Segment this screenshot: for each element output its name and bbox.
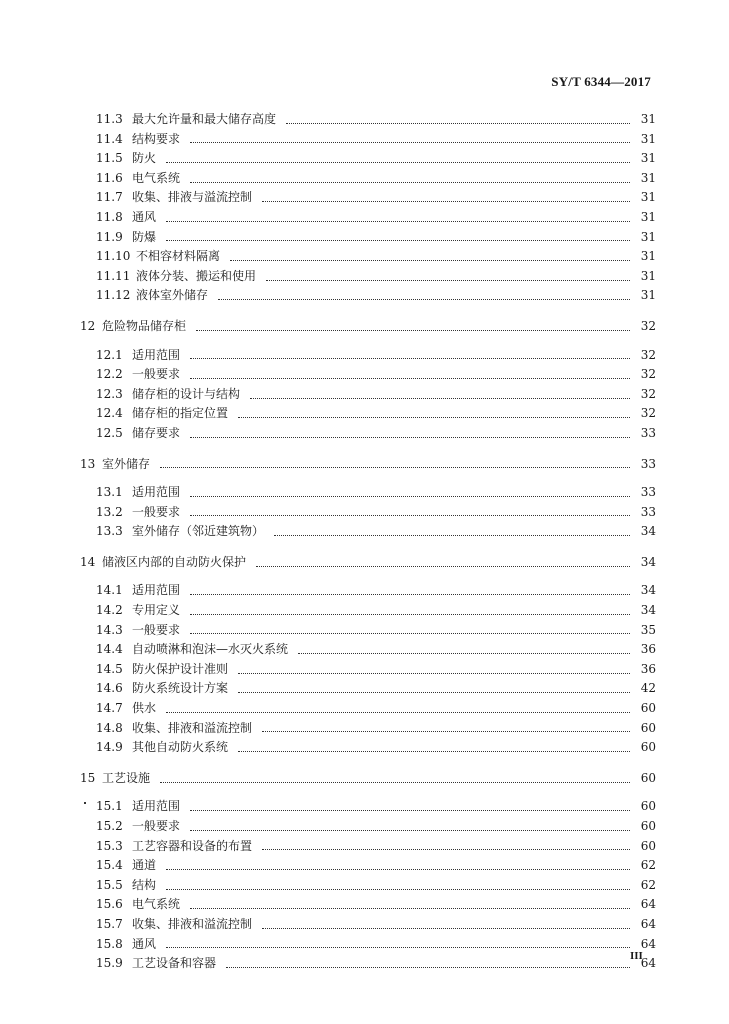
toc-subsection-entry[interactable] [0, 601, 656, 621]
toc-entry-number: 15.5 [96, 877, 123, 892]
toc-entry-page-number: 34 [640, 554, 656, 569]
toc-subsection-entry[interactable] [0, 286, 656, 306]
toc-entry-page-number: 60 [640, 799, 656, 814]
toc-subsection-entry[interactable] [0, 738, 656, 758]
dot-leader [262, 730, 630, 732]
dot-leader [190, 907, 630, 909]
toc-entry-page-number: 60 [640, 720, 656, 735]
dot-leader [262, 200, 630, 202]
toc-subsection-entry[interactable] [0, 346, 656, 366]
toc-entry-number: 11.7 [96, 190, 123, 205]
margin-mark [84, 802, 86, 804]
dot-leader [166, 868, 630, 870]
toc-entry-title: 室外储存（邻近建筑物） [132, 524, 265, 539]
toc-entry-title: 其他自动防火系统 [132, 740, 229, 755]
toc-entry-page-number: 32 [640, 386, 656, 401]
toc-subsection-entry[interactable] [0, 640, 656, 660]
toc-entry-number: 15.3 [96, 838, 123, 853]
section-gap [0, 474, 729, 483]
toc-entry-page-number: 34 [640, 583, 656, 598]
section-gap [0, 788, 729, 797]
toc-subsection-entry[interactable] [0, 385, 656, 405]
toc-entry-number: 15.6 [96, 897, 123, 912]
toc-subsection-entry[interactable] [0, 149, 656, 169]
toc-entry-number: 11.3 [96, 112, 123, 126]
toc-subsection-entry[interactable] [0, 699, 656, 719]
toc-entry-number: 11.5 [96, 151, 123, 166]
toc-entry-page-number: 33 [640, 425, 656, 440]
toc-entry-number: 14.5 [96, 661, 123, 676]
toc-entry-page-number: 31 [640, 112, 656, 126]
toc-subsection-entry[interactable] [0, 404, 656, 424]
toc-entry-page-number: 31 [640, 288, 656, 303]
dot-leader [166, 946, 630, 948]
dot-leader [166, 220, 630, 222]
toc-entry-number: 11.9 [96, 229, 123, 244]
toc-subsection-entry[interactable] [0, 130, 656, 150]
dot-leader [190, 181, 630, 183]
toc-entry-page-number: 31 [640, 229, 656, 244]
toc-subsection-entry[interactable] [0, 797, 656, 817]
toc-entry-page-number: 31 [640, 151, 656, 166]
dot-leader [166, 239, 630, 241]
toc-entry-title: 通风 [132, 209, 157, 224]
toc-entry-number: 13.3 [96, 524, 123, 539]
toc-subsection-entry[interactable] [0, 954, 656, 974]
dot-leader [238, 672, 630, 674]
toc-entry-number: 14.2 [96, 603, 123, 618]
toc-entry-page-number: 64 [640, 936, 656, 951]
dot-leader [190, 377, 630, 379]
toc-entry-page-number: 60 [640, 740, 656, 755]
toc-entry-title: 一般要求 [132, 819, 181, 833]
toc-entry-page-number: 31 [640, 249, 656, 264]
toc-entry-title: 收集、排液和溢流控制 [132, 916, 253, 931]
toc-entry-page-number: 64 [640, 916, 656, 931]
toc-section-entry[interactable] [0, 769, 656, 789]
dot-leader [266, 279, 630, 281]
toc-entry-page-number: 35 [640, 622, 656, 637]
toc-entry-title: 收集、排液与溢流控制 [132, 190, 253, 205]
dot-leader [166, 711, 630, 713]
toc-subsection-entry[interactable] [0, 876, 656, 896]
toc-entry-title: 结构 [132, 877, 157, 892]
toc-entry-number: 12.4 [96, 406, 123, 421]
toc-entry-page-number: 32 [640, 367, 656, 382]
toc-entry-title: 电气系统 [132, 897, 181, 912]
toc-entry-title: 一般要求 [132, 367, 181, 382]
toc-entry-title: 结构要求 [132, 131, 181, 146]
toc-entry-number: 14.1 [96, 583, 123, 598]
toc-entry-number: 12.3 [96, 386, 123, 401]
toc-entry-number: 15.7 [96, 916, 123, 931]
toc-subsection-entry[interactable] [0, 856, 656, 876]
toc-entry-title: 工艺容器和设备的布置 [132, 838, 253, 853]
toc-entry-number: 11.12 [96, 288, 131, 303]
toc-entry-page-number: 33 [640, 504, 656, 519]
dot-leader [166, 161, 630, 163]
toc-entry-page-number: 31 [640, 131, 656, 146]
toc-entry-title: 工艺设施 [102, 770, 151, 785]
toc-entry-page-number: 32 [640, 318, 656, 333]
toc-entry-number: 15.4 [96, 858, 123, 873]
dot-leader [190, 613, 630, 615]
toc-entry-number: 12.5 [96, 425, 123, 440]
dot-leader [190, 495, 630, 497]
toc-entry-title: 一般要求 [132, 504, 181, 519]
toc-subsection-entry[interactable] [0, 581, 656, 601]
dot-leader [226, 966, 630, 968]
toc-entry-page-number: 62 [640, 877, 656, 892]
toc-entry-number: 14.7 [96, 701, 123, 716]
dot-leader [190, 593, 630, 595]
toc-entry-number: 15 [80, 770, 96, 785]
toc-entry-title: 室外储存 [102, 456, 151, 471]
toc-entry-title: 液体室外储存 [136, 288, 209, 303]
toc-entry-number: 14.9 [96, 740, 123, 755]
toc-entry-title: 收集、排液和溢流控制 [132, 720, 253, 735]
dot-leader [238, 691, 630, 693]
toc-entry-number: 11.4 [96, 131, 123, 146]
dot-leader [274, 534, 630, 536]
toc-entry-page-number: 62 [640, 858, 656, 873]
dot-leader [160, 466, 630, 468]
dot-leader [190, 357, 630, 359]
toc-entry-number: 12.1 [96, 347, 123, 362]
toc-entry-title: 适用范围 [132, 347, 181, 362]
toc-entry-number: 15.2 [96, 819, 123, 833]
toc-subsection-entry[interactable] [0, 188, 656, 208]
toc-entry-number: 13 [80, 456, 96, 471]
toc-entry-page-number: 36 [640, 642, 656, 657]
toc-entry-number: 11.6 [96, 170, 123, 185]
toc-entry-page-number: 31 [640, 190, 656, 205]
toc-entry-page-number: 32 [640, 347, 656, 362]
toc-entry-title: 通风 [132, 936, 157, 951]
toc-subsection-entry[interactable] [0, 208, 656, 228]
toc-entry-title: 储存柜的指定位置 [132, 406, 229, 421]
toc-entry-title: 储存要求 [132, 425, 181, 440]
toc-entry-title: 防火系统设计方案 [132, 681, 229, 696]
toc-section-entry[interactable] [0, 553, 656, 573]
toc-subsection-entry[interactable] [0, 424, 656, 444]
toc-subsection-entry[interactable] [0, 660, 656, 680]
table-of-contents [0, 110, 729, 974]
toc-entry-title: 通道 [132, 858, 157, 873]
toc-entry-number: 14 [80, 554, 96, 569]
toc-entry-title: 适用范围 [132, 485, 181, 500]
toc-entry-page-number: 64 [640, 956, 656, 971]
toc-entry-number: 15.8 [96, 936, 123, 951]
document-code-header: SY/T 6344—2017 [551, 74, 651, 89]
toc-subsection-entry[interactable] [0, 169, 656, 189]
toc-entry-number: 14.6 [96, 681, 123, 696]
toc-subsection-entry[interactable] [0, 522, 656, 542]
toc-entry-title: 不相容材料隔离 [136, 249, 221, 264]
toc-entry-page-number: 33 [640, 456, 656, 471]
toc-entry-title: 专用定义 [132, 603, 181, 618]
toc-entry-title: 适用范围 [132, 799, 181, 814]
toc-entry-number: 13.1 [96, 485, 123, 500]
section-gap [0, 444, 729, 455]
toc-entry-title: 储液区内部的自动防火保护 [102, 554, 247, 569]
dot-leader [262, 848, 630, 850]
toc-entry-page-number: 31 [640, 209, 656, 224]
dot-leader [190, 829, 630, 831]
toc-entry-page-number: 60 [640, 701, 656, 716]
dot-leader [190, 632, 630, 634]
toc-entry-title: 防火保护设计准则 [132, 661, 229, 676]
toc-entry-title: 防火 [132, 151, 157, 166]
toc-entry-title: 自动喷淋和泡沫—水灭火系统 [132, 642, 289, 657]
toc-entry-page-number: 34 [640, 603, 656, 618]
toc-entry-title: 最大允许量和最大储存高度 [132, 112, 277, 126]
dot-leader [298, 652, 630, 654]
toc-subsection-entry[interactable] [0, 935, 656, 955]
toc-entry-number: 14.4 [96, 642, 123, 657]
toc-entry-page-number: 42 [640, 681, 656, 696]
dot-leader [238, 416, 630, 418]
toc-entry-title: 适用范围 [132, 583, 181, 598]
toc-subsection-entry[interactable] [0, 247, 656, 267]
dot-leader [238, 750, 630, 752]
toc-subsection-entry[interactable] [0, 817, 656, 837]
toc-subsection-entry[interactable] [0, 267, 656, 287]
toc-entry-page-number: 60 [640, 819, 656, 833]
toc-entry-page-number: 33 [640, 485, 656, 500]
page-number-roman: III [630, 950, 643, 962]
section-gap [0, 542, 729, 553]
dot-leader [256, 565, 630, 567]
toc-entry-title: 危险物品储存柜 [102, 318, 187, 333]
toc-subsection-entry[interactable] [0, 365, 656, 385]
section-gap [0, 306, 729, 317]
toc-entry-page-number: 31 [640, 268, 656, 283]
toc-entry-title: 一般要求 [132, 622, 181, 637]
toc-entry-page-number: 64 [640, 897, 656, 912]
toc-section-entry[interactable] [0, 455, 656, 475]
toc-entry-title: 供水 [132, 701, 157, 716]
toc-entry-number: 13.2 [96, 504, 123, 519]
section-gap [0, 758, 729, 769]
toc-subsection-entry[interactable] [0, 483, 656, 503]
toc-subsection-entry[interactable] [0, 503, 656, 523]
toc-section-entry[interactable] [0, 317, 656, 337]
dot-leader [190, 514, 630, 516]
toc-entry-page-number: 36 [640, 661, 656, 676]
toc-subsection-entry[interactable] [0, 895, 656, 915]
dot-leader [196, 329, 630, 331]
toc-entry-number: 14.3 [96, 622, 123, 637]
toc-entry-number: 14.8 [96, 720, 123, 735]
toc-entry-number: 11.10 [96, 249, 131, 264]
toc-subsection-entry[interactable] [0, 621, 656, 641]
dot-leader [190, 436, 630, 438]
dot-leader [262, 927, 630, 929]
toc-entry-number: 11.8 [96, 209, 123, 224]
toc-entry-page-number: 60 [640, 770, 656, 785]
toc-entry-title: 液体分装、搬运和使用 [136, 268, 257, 283]
toc-entry-page-number: 60 [640, 838, 656, 853]
dot-leader [250, 397, 630, 399]
toc-entry-number: 11.11 [96, 268, 131, 283]
toc-subsection-entry[interactable] [0, 719, 656, 739]
dot-leader [286, 122, 630, 124]
toc-entry-page-number: 31 [640, 170, 656, 185]
dot-leader [190, 809, 630, 811]
dot-leader [218, 298, 630, 300]
toc-entry-number: 12 [80, 318, 96, 333]
dot-leader [166, 888, 630, 890]
dot-leader [230, 259, 630, 261]
toc-subsection-entry[interactable] [0, 228, 656, 248]
toc-subsection-entry[interactable] [0, 110, 656, 130]
toc-subsection-entry[interactable] [0, 915, 656, 935]
toc-entry-title: 工艺设备和容器 [132, 956, 217, 971]
toc-subsection-entry[interactable] [0, 837, 656, 857]
toc-entry-number: 12.2 [96, 367, 123, 382]
toc-entry-page-number: 34 [640, 524, 656, 539]
toc-entry-title: 防爆 [132, 229, 157, 244]
toc-entry-number: 15.9 [96, 956, 123, 971]
toc-entry-title: 电气系统 [132, 170, 181, 185]
toc-entry-page-number: 32 [640, 406, 656, 421]
dot-leader [190, 141, 630, 143]
dot-leader [160, 781, 630, 783]
section-gap [0, 337, 729, 346]
toc-subsection-entry[interactable] [0, 679, 656, 699]
toc-entry-title: 储存柜的设计与结构 [132, 386, 241, 401]
toc-entry-number: 15.1 [96, 799, 123, 814]
section-gap [0, 572, 729, 581]
